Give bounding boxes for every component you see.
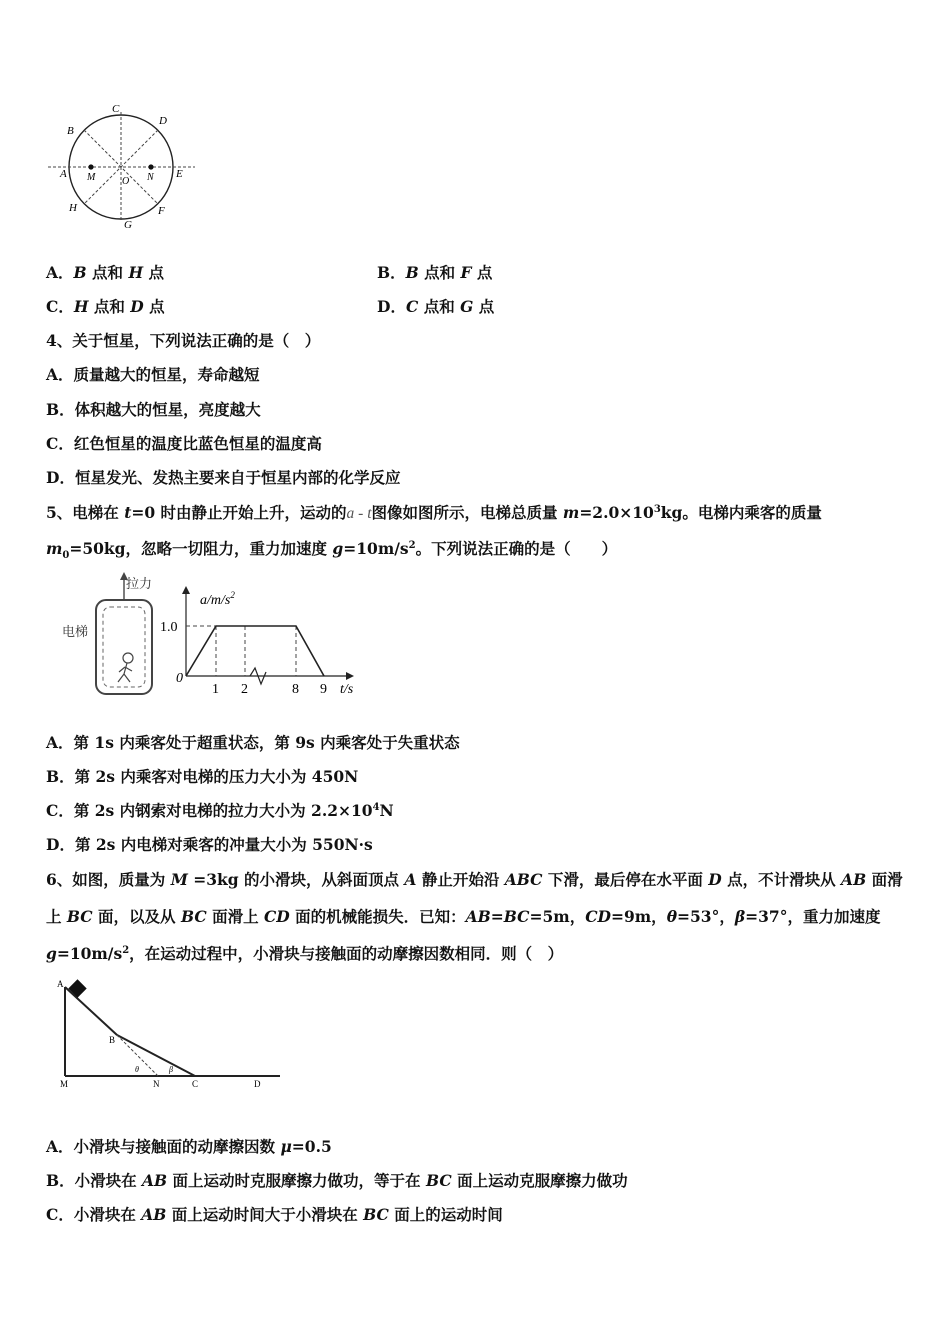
label-a: A	[60, 168, 67, 180]
elevator-label: 电梯	[62, 624, 89, 639]
q5-exp2: 2	[408, 539, 416, 551]
q6-AB2: AB	[465, 907, 491, 926]
label-n: N	[147, 172, 154, 183]
label-h: H	[69, 202, 77, 214]
q6-l2a: 上	[46, 907, 67, 926]
y-axis-arrow	[182, 586, 190, 594]
q6-beta: β	[734, 907, 746, 926]
label-g: G	[124, 219, 132, 231]
q3-a-t2: 点	[143, 263, 164, 282]
q3-c-letter: C．	[46, 297, 74, 316]
q5-s6: =50kg，忽略一切阻力，重力加速度	[69, 539, 333, 558]
slope-bc	[117, 1035, 195, 1076]
q5-option-b: B．第 2s 内乘客对电梯的压力大小为 450N	[46, 767, 359, 786]
q6-b-bc: BC	[425, 1171, 452, 1190]
q4-stem: 4、关于恒星，下列说法正确的是（ ）	[46, 331, 321, 350]
q3-option-d	[377, 295, 494, 317]
q3-d-t1: 点和	[418, 297, 461, 316]
q5-m: m	[562, 503, 580, 522]
q6-figure-svg	[52, 975, 292, 1095]
q5-option-c	[46, 799, 394, 821]
q6-c2: 面上运动时间大于小滑块在	[166, 1205, 364, 1224]
q6-b1: B．小滑块在	[46, 1171, 142, 1190]
x-tick-8: 8	[292, 682, 299, 697]
q6-option-b	[46, 1169, 628, 1191]
q3-c-p2: D	[130, 297, 144, 316]
label-theta: θ	[135, 1065, 139, 1074]
q5-stem-line2	[46, 537, 617, 561]
label-a: A	[57, 979, 64, 989]
q3-c-t2: 点	[143, 297, 165, 316]
label-d: D	[159, 115, 167, 127]
q3-b-letter: B．	[377, 263, 406, 282]
q3-option-b	[377, 261, 492, 283]
q5-s3: 图像如图所示，电梯总质量	[371, 503, 563, 522]
q4-option-a: A．质量越大的恒星，寿命越短	[46, 365, 260, 384]
label-c: C	[192, 1079, 199, 1089]
q6-b3: 面上运动克服摩擦力做功	[451, 1171, 628, 1190]
label-b: B	[67, 125, 74, 137]
label-o: O	[122, 176, 130, 187]
q6-AB: AB	[841, 870, 867, 889]
q3-d-letter: D．	[377, 297, 406, 316]
q6-l1f: 面滑	[866, 870, 903, 889]
q6-CD: CD	[263, 907, 290, 926]
q6-l3a: =10m/s	[56, 944, 123, 963]
x-tick-1: 1	[212, 682, 219, 697]
q5-figure-svg	[58, 568, 368, 703]
q3-a-p2: H	[128, 263, 144, 282]
q5-exp3: 3	[653, 503, 661, 515]
slope-ab	[65, 987, 117, 1035]
label-f: F	[158, 205, 165, 217]
label-e: E	[176, 168, 183, 180]
q6-c3: 面上的运动时间	[388, 1205, 503, 1224]
q3-b-t2: 点	[471, 263, 493, 282]
person-head	[123, 653, 133, 663]
q6-A: A	[404, 870, 417, 889]
origin-label: 0	[176, 671, 183, 686]
q6-M: M	[170, 870, 188, 889]
q5-stem-line1	[46, 501, 822, 523]
q5-s1: 5、电梯在	[46, 503, 125, 522]
q3-a-t1: 点和	[86, 263, 129, 282]
point-n	[148, 164, 153, 169]
q6-stem-line1	[46, 868, 903, 890]
q6-l2g: =9m，	[611, 907, 667, 926]
q4-option-d: D．恒星发光、发热主要来自于恒星内部的化学反应	[46, 468, 401, 487]
q6-CD2: CD	[585, 907, 611, 926]
person-body	[118, 663, 132, 682]
q6-g: g	[46, 944, 57, 963]
q6-option-c	[46, 1203, 503, 1225]
q4-option-b: B．体积越大的恒星，亮度越大	[46, 400, 261, 419]
elevator-outer	[96, 600, 152, 694]
q6-incline-figure	[52, 975, 292, 1095]
q5-s4: =2.0×10	[579, 503, 654, 522]
y-tick-label: 1.0	[160, 620, 178, 635]
slider-block	[68, 979, 86, 997]
q6-l1d: 下滑，最后停在水平面	[542, 870, 709, 889]
q6-a-text: A．小滑块与接触面的动摩擦因数	[46, 1137, 281, 1156]
q3-option-a	[46, 261, 164, 283]
q5-s8: 。下列说法正确的是（ ）	[415, 539, 618, 558]
q6-D: D	[708, 870, 722, 889]
q6-stem-line3	[46, 942, 563, 964]
q6-mu: μ	[280, 1137, 292, 1156]
q3-circle-svg	[40, 100, 210, 235]
y-axis-label-text: a/m/s	[200, 593, 231, 608]
q3-c-t1: 点和	[88, 297, 131, 316]
q3-d-p2: G	[460, 297, 474, 316]
pull-label: 拉力	[126, 576, 153, 591]
q6-l2e: =	[490, 907, 504, 926]
label-c: C	[112, 103, 120, 115]
q6-l3b: ，在运动过程中，小滑块与接触面的动摩擦因数相同．则（ ）	[129, 944, 564, 963]
q6-l2f: =5m，	[529, 907, 586, 926]
q6-l1b: =3kg 的小滑块，从斜面顶点	[187, 870, 405, 889]
q6-l1a: 6、如图，质量为	[46, 870, 171, 889]
q6-theta: θ	[666, 907, 678, 926]
q3-a-p1: B	[73, 263, 87, 282]
q6-l1e: 点，不计滑块从	[721, 870, 842, 889]
y-axis-label-exp: 2	[230, 590, 235, 600]
q5-figure	[58, 568, 368, 703]
x-axis-label: t/s	[340, 682, 354, 697]
q3-b-t1: 点和	[418, 263, 461, 282]
point-m	[88, 164, 93, 169]
x-tick-2: 2	[241, 682, 248, 697]
q6-b2: 面上运动时克服摩擦力做功，等于在	[167, 1171, 426, 1190]
q6-exp2: 2	[122, 944, 130, 956]
q5-m0-sub: 0	[62, 550, 70, 562]
q5-c-exp: 4	[372, 801, 380, 813]
q5-option-a: A．第 1s 内乘客处于超重状态，第 9s 内乘客处于失重状态	[46, 733, 460, 752]
q4-option-c: C．红色恒星的温度比蓝色恒星的温度高	[46, 434, 322, 453]
q5-s5: kg。电梯内乘客的质量	[660, 503, 822, 522]
q6-option-a	[46, 1135, 332, 1157]
q6-l2c: 面滑上	[206, 907, 264, 926]
q6-a-value: =0.5	[291, 1137, 332, 1156]
label-m: M	[60, 1079, 69, 1089]
q3-circle-figure	[40, 100, 210, 235]
q3-b-p1: B	[405, 263, 419, 282]
q5-c-text: C．第 2s 内钢索对电梯的拉力大小为 2.2×10	[46, 801, 373, 820]
q6-l2i: =37°，重力加速度	[745, 907, 881, 926]
q6-b-ab: AB	[142, 1171, 168, 1190]
label-b: B	[109, 1035, 116, 1045]
q3-c-p1: H	[73, 297, 89, 316]
q6-BC2: BC	[180, 907, 207, 926]
q3-b-p2: F	[460, 263, 472, 282]
q6-BC3: BC	[503, 907, 530, 926]
label-beta: β	[169, 1065, 173, 1074]
q5-m0: m	[46, 539, 63, 558]
q6-l2h: =53°，	[677, 907, 735, 926]
q5-c-unit: N	[379, 801, 394, 820]
q6-BC: BC	[66, 907, 93, 926]
label-n: N	[153, 1079, 160, 1089]
q6-l2b: 面，以及从	[92, 907, 181, 926]
q6-ABC: ABC	[504, 870, 543, 889]
x-axis-arrow	[346, 672, 354, 680]
q5-option-d: D．第 2s 内电梯对乘客的冲量大小为 550N·s	[46, 835, 373, 854]
q6-l2d: 面的机械能损失．已知：	[289, 907, 466, 926]
x-tick-9: 9	[320, 682, 327, 697]
q3-a-letter: A．	[46, 263, 74, 282]
y-axis-label	[200, 590, 235, 608]
q5-g: g	[332, 539, 344, 558]
q6-l1c: 静止开始沿	[416, 870, 505, 889]
label-d: D	[254, 1079, 261, 1089]
q6-stem-line2	[46, 905, 880, 927]
q6-c1: C．小滑块在	[46, 1205, 142, 1224]
q5-s2: =0 时由静止开始上升，运动的	[131, 503, 347, 522]
q5-s7: =10m/s	[343, 539, 409, 558]
q3-d-t2: 点	[473, 297, 495, 316]
label-m: M	[87, 172, 96, 183]
q6-c-bc: BC	[363, 1205, 389, 1224]
q3-option-c	[46, 295, 165, 317]
q3-d-p1: C	[405, 297, 419, 316]
q6-c-ab: AB	[141, 1205, 167, 1224]
q5-t: t	[124, 503, 132, 522]
q5-at: a - t	[346, 505, 372, 522]
